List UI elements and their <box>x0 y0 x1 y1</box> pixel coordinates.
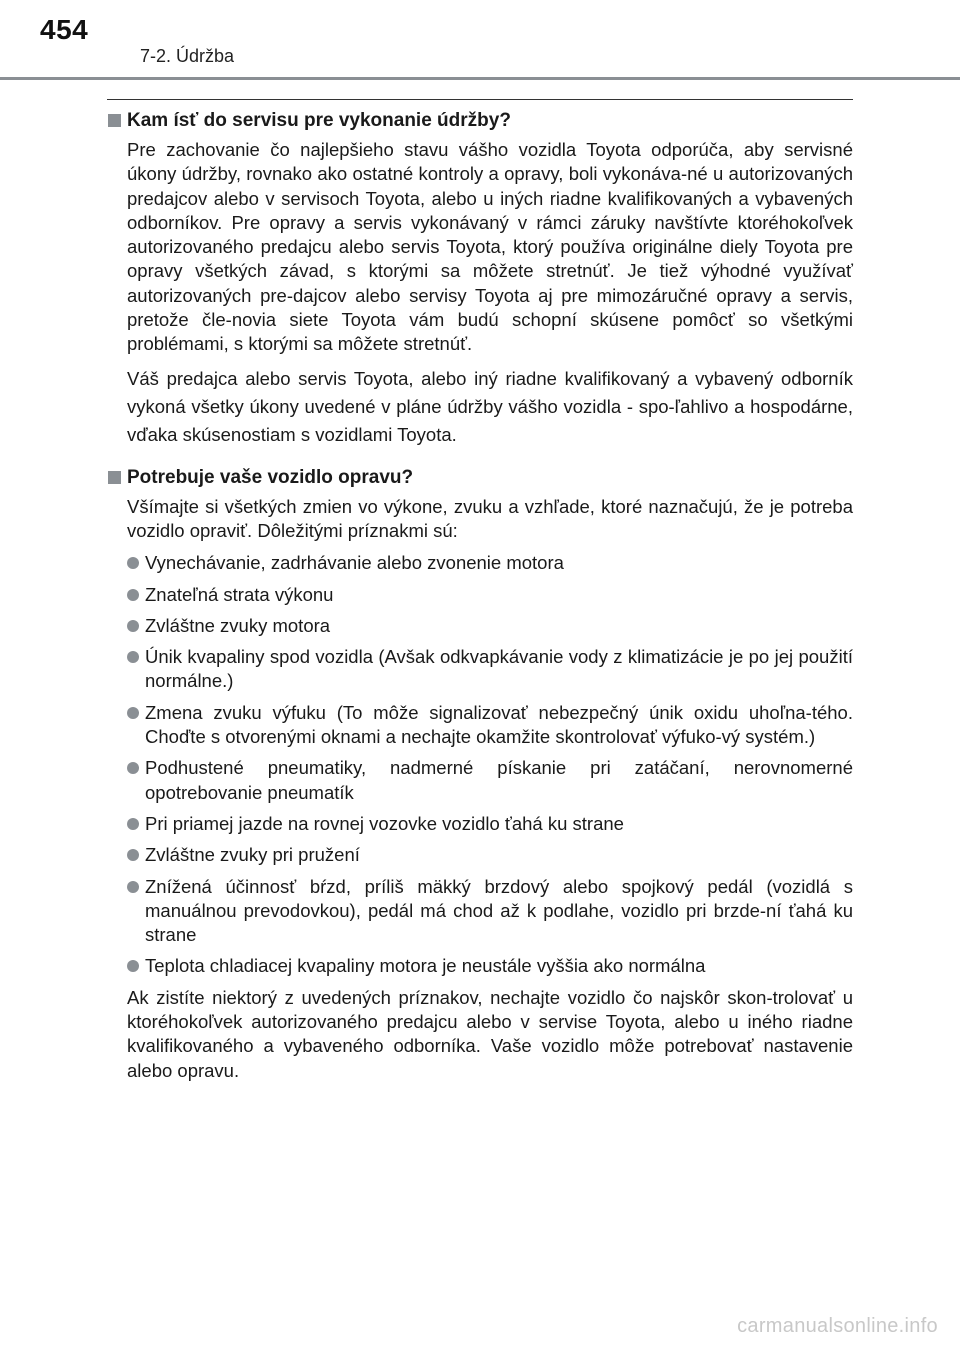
round-bullet-icon <box>127 707 139 719</box>
list-item <box>127 875 853 948</box>
list-item <box>127 812 853 836</box>
list-item <box>127 954 853 978</box>
symptom-list <box>127 551 853 978</box>
round-bullet-icon <box>127 960 139 972</box>
paragraph: Pre zachovanie čo najlepšieho stavu vášho vozidla Toyota odporúča, aby servisné úkony údržby, rovnako ako ostatné kontroly a opravy, boli vykonáva-né u autorizovaných predajcov alebo v servisoch Toyota, alebo u iných riadne kvalifikovaných a vybavených odborníkov. Pre opravy a servis vykonávaný v rámci záruky navštívte ktoréhokoľvek autorizovaného predajcu alebo servis Toyota, ktorý používa originálne diely Toyota pre opravy všetkých závad, s ktorými sa môžete stretnúť. Je tiež výhodné využívať autorizovaných pre-dajcov alebo servisy Toyota aj pre mimozáručné opravy a servis, pretože čle-novia siete Toyota vám budú schopní skúsene pomôcť so všetkými problémami, s ktorými sa môžete stretnúť. <box>127 139 853 355</box>
round-bullet-icon <box>127 762 139 774</box>
list-item-text: Pri priamej jazde na rovnej vozovke vozidlo ťahá ku strane <box>145 812 624 834</box>
list-item-text: Znížená účinnosť bŕzd, príliš mäkký brzdový alebo spojkový pedál (vozidlá s manuálnou prevodovkou), pedál má chod až k podlahe, vozidlo pri brzde-ní ťahá ku strane <box>145 875 853 946</box>
square-bullet-icon <box>108 114 121 127</box>
list-item <box>127 614 853 638</box>
round-bullet-icon <box>127 651 139 663</box>
watermark: carmanualsonline.info <box>737 1315 938 1337</box>
list-item-text: Podhustené pneumatiky, nadmerné pískanie pri zatáčaní, nerovnomerné opotrebovanie pneumatík <box>145 757 853 803</box>
round-bullet-icon <box>127 557 139 569</box>
round-bullet-icon <box>127 881 139 893</box>
list-item-text: Zvláštne zvuky pri pružení <box>145 844 360 866</box>
list-item-text: Znateľná strata výkonu <box>145 583 334 605</box>
list-item-text: Vynechávanie, zadrhávanie alebo zvonenie motora <box>145 552 564 574</box>
list-item <box>127 645 853 694</box>
page-header <box>0 0 960 80</box>
list-item <box>127 701 853 750</box>
paragraph-outro: Ak zistíte niektorý z uvedených príznakov, nechajte vozidlo čo najskôr skon-trolovať u ktoréhokoľvek autorizovaného predajcu alebo v servise Toyota, alebo u iného riadne kvalifikovaného a vybaveného odborníka. Vaše vozidlo môže potrebovať nastavenie alebo opravu. <box>127 986 853 1081</box>
page-content <box>107 108 853 1091</box>
list-item <box>127 583 853 607</box>
round-bullet-icon <box>127 818 139 830</box>
list-item-text: Zvláštne zvuky motora <box>145 614 331 636</box>
header-divider <box>0 77 960 80</box>
list-item-text: Teplota chladiacej kvapaliny motora je neustále vyššia ako normálna <box>145 955 706 977</box>
round-bullet-icon <box>127 589 139 601</box>
paragraph: Váš predajca alebo servis Toyota, alebo iný riadne kvalifikovaný a vybavený odborník vykoná všetky úkony uvedené v pláne údržby vášho vozidla - spo-ľahlivo a hospodárne, vďaka skúsenostiam s vozidlami Toyota. <box>127 367 853 445</box>
heading-text: Kam ísť do servisu pre vykonanie údržby? <box>127 110 511 131</box>
section-heading-service-location <box>107 108 853 134</box>
list-item <box>127 756 853 805</box>
section-heading-repair-needed <box>107 465 853 491</box>
list-item-text: Únik kvapaliny spod vozidla (Avšak odkvapkávanie vody z klimatizácie je po jej použití normálne.) <box>145 646 853 692</box>
square-bullet-icon <box>108 471 121 484</box>
round-bullet-icon <box>127 620 139 632</box>
section-title: 7-2. Údržba <box>140 46 235 66</box>
list-item <box>127 551 853 575</box>
list-item <box>127 843 853 867</box>
paragraph-intro: Všímajte si všetkých zmien vo výkone, zvuku a vzhľade, ktoré naznačujú, že je potreba vozidlo opraviť. Dôležitými príznakmi sú: <box>127 495 853 541</box>
heading-text: Potrebuje vaše vozidlo opravu? <box>127 466 414 488</box>
list-item-text: Zmena zvuku výfuku (To môže signalizovať nebezpečný únik oxidu uhoľna-tého. Choďte s otvorenými oknami a nechajte okamžite skontrolovať výfuko-vý systém.) <box>145 701 853 748</box>
round-bullet-icon <box>127 849 139 861</box>
page-number: 454 <box>40 14 89 45</box>
content-divider <box>107 99 853 100</box>
